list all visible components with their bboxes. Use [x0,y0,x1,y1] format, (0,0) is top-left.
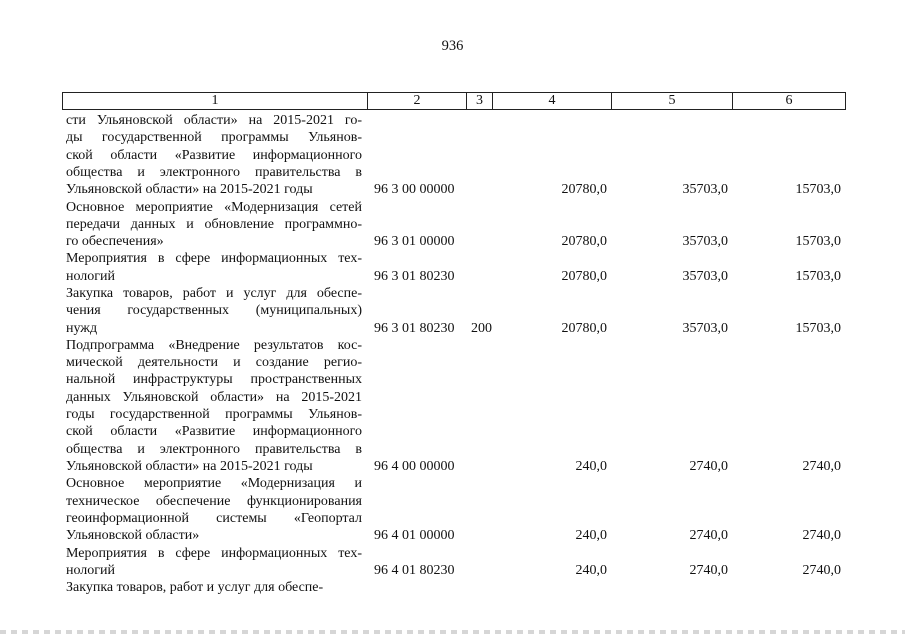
amount-col-4: 240,0 [575,458,607,474]
description-line: Основное мероприятие «Модернизация и [66,476,362,492]
column-header-6: 6 [732,93,845,109]
description-line: годы государственной программы Ульянов- [66,407,362,423]
amount-col-5: 2740,0 [689,458,728,474]
column-header-2: 2 [367,93,466,109]
row-description [66,285,362,337]
description-line: общества и электронного правительства в [66,441,362,457]
budget-code: 96 4 01 80230 [374,562,455,578]
row-description [66,475,362,544]
amount-col-6: 2740,0 [802,528,841,544]
row-description [66,579,362,596]
amount-col-4: 20780,0 [561,182,607,198]
description-line: Подпрограмма «Внедрение результатов кос- [66,337,362,353]
budget-code: 96 3 01 80230 [374,268,455,284]
budget-code: 96 4 00 00000 [374,458,455,474]
budget-code: 96 4 01 00000 [374,528,455,544]
amount-col-6: 15703,0 [795,234,841,250]
description-line: общества и электронного правительства в [66,164,362,180]
description-line: Ульяновской области» на 2015-2021 годы [66,182,313,198]
row-description [66,337,362,475]
description-line: Мероприятия в сфере информационных тех- [66,251,362,267]
row-description [66,199,362,251]
row-description [66,545,362,580]
amount-col-4: 240,0 [575,528,607,544]
scan-edge-artifact [0,630,905,634]
amount-col-6: 2740,0 [802,458,841,474]
amount-col-5: 35703,0 [682,320,728,336]
description-line: ды государственной программы Ульянов- [66,130,362,146]
description-line: ской области «Развитие информационного [66,424,362,440]
amount-col-5: 35703,0 [682,234,728,250]
budget-code: 96 3 01 00000 [374,234,455,250]
description-line: Ульяновской области» на 2015-2021 годы [66,458,313,474]
budget-code: 96 3 00 00000 [374,182,455,198]
amount-col-4: 20780,0 [561,320,607,336]
description-line: мической деятельности и создание регио- [66,355,362,371]
expense-type-code: 200 [471,320,492,336]
amount-col-5: 35703,0 [682,268,728,284]
budget-code: 96 3 01 80230 [374,320,455,336]
description-line: данных Ульяновской области» на 2015-2021 [66,389,362,405]
column-header-5: 5 [611,93,732,109]
table-column-header [62,92,846,110]
description-line: ской области «Развитие информационного [66,147,362,163]
column-header-3: 3 [466,93,492,109]
amount-col-5: 2740,0 [689,562,728,578]
description-line: Мероприятия в сфере информационных тех- [66,545,362,561]
amount-col-4: 240,0 [575,562,607,578]
column-header-4: 4 [492,93,611,109]
description-line: чения государственных (муниципальных) [66,303,362,319]
amount-col-6: 15703,0 [795,182,841,198]
description-line: Закупка товаров, работ и услуг для обеспе- [66,580,324,596]
description-line: Основное мероприятие «Модернизация сетей [66,199,362,215]
amount-col-5: 35703,0 [682,182,728,198]
description-line: нальной инфраструктуры пространственных [66,372,362,388]
amount-col-4: 20780,0 [561,268,607,284]
description-line: нологий [66,562,116,578]
description-line: Закупка товаров, работ и услуг для обеспе- [66,286,362,301]
amount-col-4: 20780,0 [561,234,607,250]
row-description [66,250,362,285]
description-line: го обеспечения» [66,234,164,250]
description-line: сти Ульяновской области» на 2015-2021 го- [66,113,362,128]
amount-col-6: 15703,0 [795,320,841,336]
amount-col-5: 2740,0 [689,528,728,544]
description-line: Ульяновской области» [66,528,200,544]
description-line: передачи данных и обновление программно- [66,216,362,232]
amount-col-6: 2740,0 [802,562,841,578]
page-number: 936 [441,38,464,54]
description-line: нужд [66,320,98,336]
row-description [66,112,362,198]
column-header-1: 1 [211,93,219,108]
amount-col-6: 15703,0 [795,268,841,284]
description-line: техническое обеспечение функционирования [66,493,362,509]
description-line: геоинформационной системы «Геопортал [66,510,362,526]
description-line: нологий [66,268,116,284]
